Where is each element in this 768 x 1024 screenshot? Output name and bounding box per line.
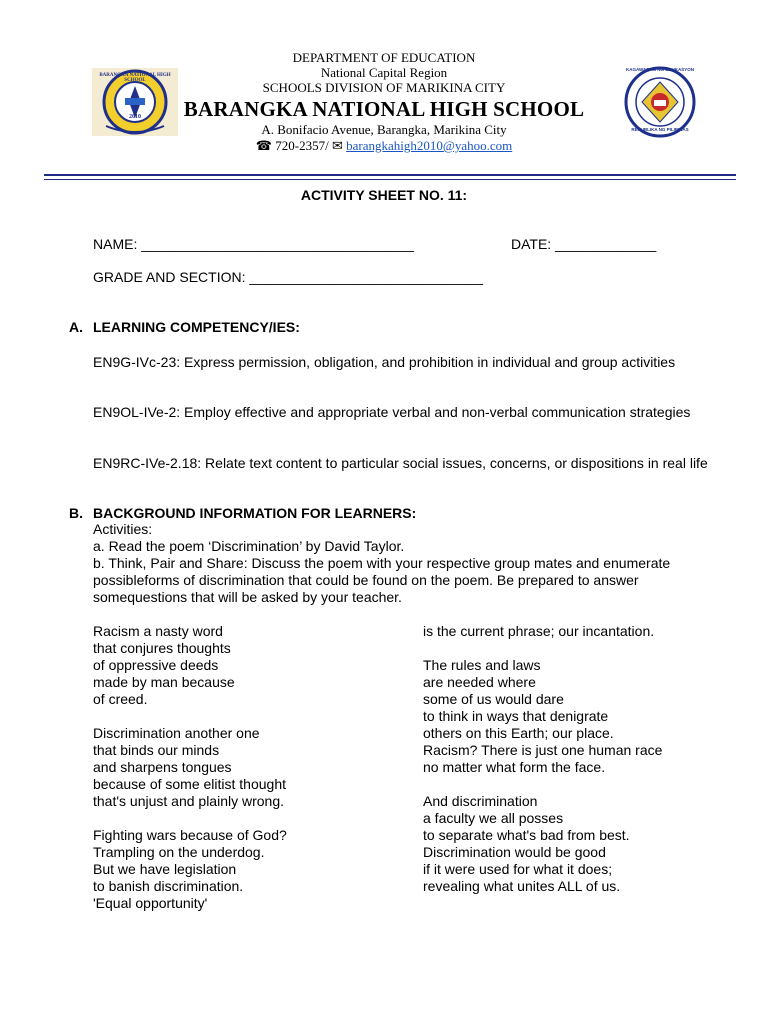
poem-line: 'Equal opportunity' xyxy=(93,895,208,911)
poem-line: Fighting wars because of God? xyxy=(93,827,287,843)
poem-line: that binds our minds xyxy=(93,742,220,758)
department-line: DEPARTMENT OF EDUCATION xyxy=(292,50,476,65)
mail-icon: ✉ xyxy=(331,138,343,153)
poem-line: The rules and laws xyxy=(423,657,541,673)
poem-line: are needed where xyxy=(423,674,536,690)
poem-line: Discrimination another one xyxy=(93,725,260,741)
poem-line: to separate what's bad from best. xyxy=(423,827,630,843)
email-link[interactable]: barangkahigh2010@yahoo.com xyxy=(346,138,513,153)
phone-icon: ☎ xyxy=(255,138,272,153)
region-line: National Capital Region xyxy=(320,65,448,80)
poem-line: Racism a nasty word xyxy=(93,623,223,639)
poem-line: And discrimination xyxy=(423,793,538,809)
poem-line: because of some elitist thought xyxy=(93,776,287,792)
school-name: BARANGKA NATIONAL HIGH SCHOOL xyxy=(183,97,585,121)
poem-line: no matter what form the face. xyxy=(423,759,606,775)
activities-label: Activities: xyxy=(93,521,153,537)
competency-2: EN9OL-IVe-2: Employ effective and appropriate verbal and non-verbal communication strategies xyxy=(93,404,691,420)
activity-title: ACTIVITY SHEET NO. 11: xyxy=(300,187,468,203)
name-field[interactable]: NAME: ___________________________________ xyxy=(93,236,414,252)
poem-line: others on this Earth; our place. xyxy=(423,725,614,741)
poem-line: revealing what unites ALL of us. xyxy=(423,878,621,894)
poem-line: made by man because xyxy=(93,674,235,690)
poem-line: Trampling on the underdog. xyxy=(93,844,265,860)
deped-seal-text: KAGAWARAN NG EDUKASYON xyxy=(626,67,695,72)
phone-number: 720-2357/ xyxy=(275,138,329,153)
poem-line: of creed. xyxy=(93,691,148,707)
activity-item-b: b. Think, Pair and Share: Discuss the poem with your respective group mates and enumerate possibleforms of discrimination that could be found on the poem. Be prepared to answer somequestions that will be asked by your teacher. xyxy=(93,555,671,605)
activity-item-a: a. Read the poem ‘Discrimination’ by David Taylor. xyxy=(93,538,405,554)
poem-line: if it were used for what it does; xyxy=(423,861,613,877)
poem-line: Discrimination would be good xyxy=(423,844,606,860)
poem-line: some of us would dare xyxy=(423,691,564,707)
school-address: A. Bonifacio Avenue, Barangka, Marikina City xyxy=(261,122,507,137)
poem-line: But we have legislation xyxy=(93,861,237,877)
logo-left-year: 2010 xyxy=(129,114,141,120)
section-b-letter: B. xyxy=(69,505,83,521)
poem-line: Racism? There is just one human race xyxy=(423,742,663,758)
logo-left-text: BARANGKA NATIONAL HIGH SCHOOL xyxy=(99,73,171,83)
section-b-heading: BACKGROUND INFORMATION FOR LEARNERS: xyxy=(93,505,417,521)
section-a-letter: A. xyxy=(69,319,83,335)
deped-seal-bottom: REPUBLIKA NG PILIPINAS xyxy=(631,127,689,132)
poem-line: to banish discrimination. xyxy=(93,878,244,894)
poem-line: is the current phrase; our incantation. xyxy=(423,623,655,639)
division-line: SCHOOLS DIVISION OF MARIKINA CITY xyxy=(262,80,506,95)
poem-line: that conjures thoughts xyxy=(93,640,231,656)
competency-1: EN9G-IVc-23: Express permission, obligation, and prohibition in individual and group activities xyxy=(93,354,676,370)
poem-line: a faculty we all posses xyxy=(423,810,564,826)
date-field[interactable]: DATE: _____________ xyxy=(511,236,657,252)
grade-section-field[interactable]: GRADE AND SECTION: ______________________________ xyxy=(93,269,483,285)
poem-line: that's unjust and plainly wrong. xyxy=(93,793,285,809)
poem-line: to think in ways that denigrate xyxy=(423,708,609,724)
poem-right-column xyxy=(423,623,662,895)
header-rule-thin xyxy=(44,179,736,180)
poem-left-column xyxy=(93,623,287,912)
poem-line: and sharpens tongues xyxy=(93,759,232,775)
contact-line xyxy=(0,138,768,153)
header-rule-thick xyxy=(44,174,736,176)
competency-3: EN9RC-IVe-2.18: Relate text content to particular social issues, concerns, or dispositions in real life xyxy=(93,455,708,471)
poem-line: of oppressive deeds xyxy=(93,657,219,673)
section-a-heading: LEARNING COMPETENCY/IES: xyxy=(93,319,300,335)
